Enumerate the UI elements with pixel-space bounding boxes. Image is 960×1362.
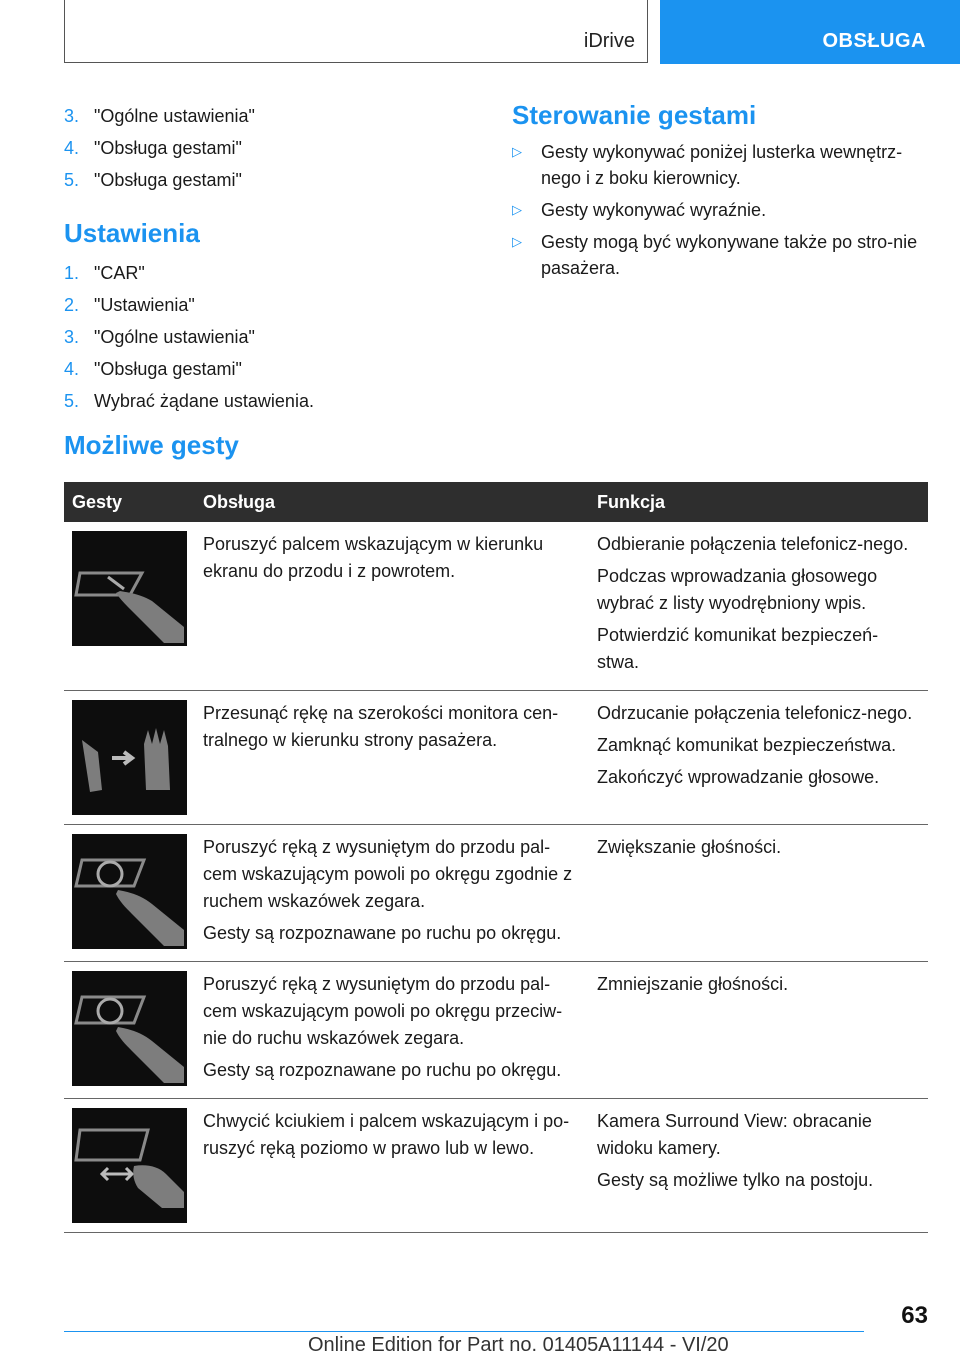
table-row bbox=[64, 962, 928, 1099]
table-row bbox=[64, 522, 928, 691]
table-row bbox=[64, 1099, 928, 1233]
list-number: 1. bbox=[64, 263, 80, 283]
list-text: "Obsługa gestami" bbox=[94, 359, 242, 379]
gesture-control-heading: Sterowanie gestami bbox=[512, 100, 757, 130]
table-row bbox=[64, 825, 928, 962]
page-number: 63 bbox=[901, 1302, 928, 1329]
bullet-item bbox=[512, 229, 932, 281]
bullet-item bbox=[512, 197, 932, 223]
circle-clockwise-icon bbox=[72, 834, 187, 949]
edition-note: Online Edition for Part no. 01405A11144 - VI/20 bbox=[308, 1334, 729, 1356]
list-text: "Obsługa gestami" bbox=[94, 170, 242, 190]
footer-divider bbox=[64, 1331, 864, 1332]
triangle-bullet-icon: ▷ bbox=[512, 234, 522, 249]
list-number: 4. bbox=[64, 359, 80, 379]
list-text: "Obsługa gestami" bbox=[94, 138, 242, 158]
operation-text: Poruszyć ręką z wysuniętym do przodu pal-cem wskazującym powoli po okręgu przeciw-nie do ruchu wskazówek zegara. bbox=[203, 974, 563, 1048]
table-header-row bbox=[64, 482, 928, 522]
list-number: 2. bbox=[64, 295, 80, 315]
function-text: Zmniejszanie głośności. bbox=[597, 974, 789, 994]
operation-text: Przesunąć rękę na szerokości monitora cen-tralnego w kierunku strony pasażera. bbox=[203, 703, 559, 750]
header-section-tab bbox=[660, 0, 960, 64]
gestures-table bbox=[64, 482, 928, 1233]
operation-text: Chwycić kciukiem i palcem wskazującym i po-ruszyć ręką poziomo w prawo lub w lewo. bbox=[203, 1111, 570, 1158]
operation-text: Gesty są rozpoznawane po ruchu po okręgu. bbox=[203, 1060, 562, 1080]
rotate-index-finger-icon bbox=[72, 531, 187, 646]
list-text: "Ustawienia" bbox=[94, 295, 195, 315]
header-chapter-box bbox=[64, 0, 648, 63]
settings-heading: Ustawienia bbox=[64, 218, 200, 248]
list-item bbox=[64, 257, 464, 289]
triangle-bullet-icon: ▷ bbox=[512, 144, 522, 159]
possible-gestures-heading: Możliwe gesty bbox=[64, 430, 239, 460]
list-text: "Ogólne ustawienia" bbox=[94, 327, 255, 347]
list-item bbox=[64, 100, 464, 132]
list-number: 5. bbox=[64, 170, 80, 190]
operation-text: Poruszyć ręką z wysuniętym do przodu pal-cem wskazującym powoli po okręgu zgodnie z ruchem wskazówek zegara. bbox=[203, 837, 573, 911]
list-number: 5. bbox=[64, 391, 80, 411]
bullet-text: Gesty wykonywać poniżej lusterka wewnętrz-nego i z boku kierownicy. bbox=[541, 142, 903, 188]
column-header: Obsługa bbox=[195, 482, 589, 522]
list-item bbox=[64, 164, 464, 196]
list-item bbox=[64, 353, 464, 385]
function-text: Zakończyć wprowadzanie głosowe. bbox=[597, 767, 880, 787]
list-item bbox=[64, 385, 464, 417]
swipe-hand-icon bbox=[72, 700, 187, 815]
bullet-text: Gesty mogą być wykonywane także po stro-nie pasażera. bbox=[541, 232, 918, 278]
right-column bbox=[512, 100, 932, 287]
header-section: OBSŁUGA bbox=[822, 30, 926, 52]
column-header: Funkcja bbox=[589, 482, 928, 522]
function-text: Podczas wprowadzania głosowego wybrać z listy wyodrębniony wpis. bbox=[597, 566, 878, 613]
function-text: Zamknąć komunikat bezpieczeństwa. bbox=[597, 735, 897, 755]
list-item bbox=[64, 321, 464, 353]
bullet-text: Gesty wykonywać wyraźnie. bbox=[541, 200, 767, 220]
function-text: Odbieranie połączenia telefonicz-nego. bbox=[597, 534, 909, 554]
pinch-swipe-icon bbox=[72, 1108, 187, 1223]
list-text: Wybrać żądane ustawienia. bbox=[94, 391, 314, 411]
list-item bbox=[64, 132, 464, 164]
column-header: Gesty bbox=[64, 482, 195, 522]
list-text: "Ogólne ustawienia" bbox=[94, 106, 255, 126]
bullet-item bbox=[512, 139, 932, 191]
list-number: 4. bbox=[64, 138, 80, 158]
function-text: Odrzucanie połączenia telefonicz-nego. bbox=[597, 703, 913, 723]
left-column bbox=[64, 100, 464, 417]
function-text: Kamera Surround View: obracanie widoku kamery. bbox=[597, 1111, 872, 1158]
header-chapter: iDrive bbox=[583, 30, 635, 52]
list-text: "CAR" bbox=[94, 263, 145, 283]
circle-counterclockwise-icon bbox=[72, 971, 187, 1086]
list-number: 3. bbox=[64, 327, 80, 347]
list-item bbox=[64, 289, 464, 321]
triangle-bullet-icon: ▷ bbox=[512, 202, 522, 217]
function-text: Zwiększanie głośności. bbox=[597, 837, 782, 857]
function-text: Gesty są możliwe tylko na postoju. bbox=[597, 1170, 874, 1190]
operation-text: Gesty są rozpoznawane po ruchu po okręgu. bbox=[203, 923, 562, 943]
function-text: Potwierdzić komunikat bezpieczeń-stwa. bbox=[597, 625, 879, 672]
operation-text: Poruszyć palcem wskazującym w kierunku ekranu do przodu i z powrotem. bbox=[203, 534, 544, 581]
table-row bbox=[64, 691, 928, 825]
list-number: 3. bbox=[64, 106, 80, 126]
